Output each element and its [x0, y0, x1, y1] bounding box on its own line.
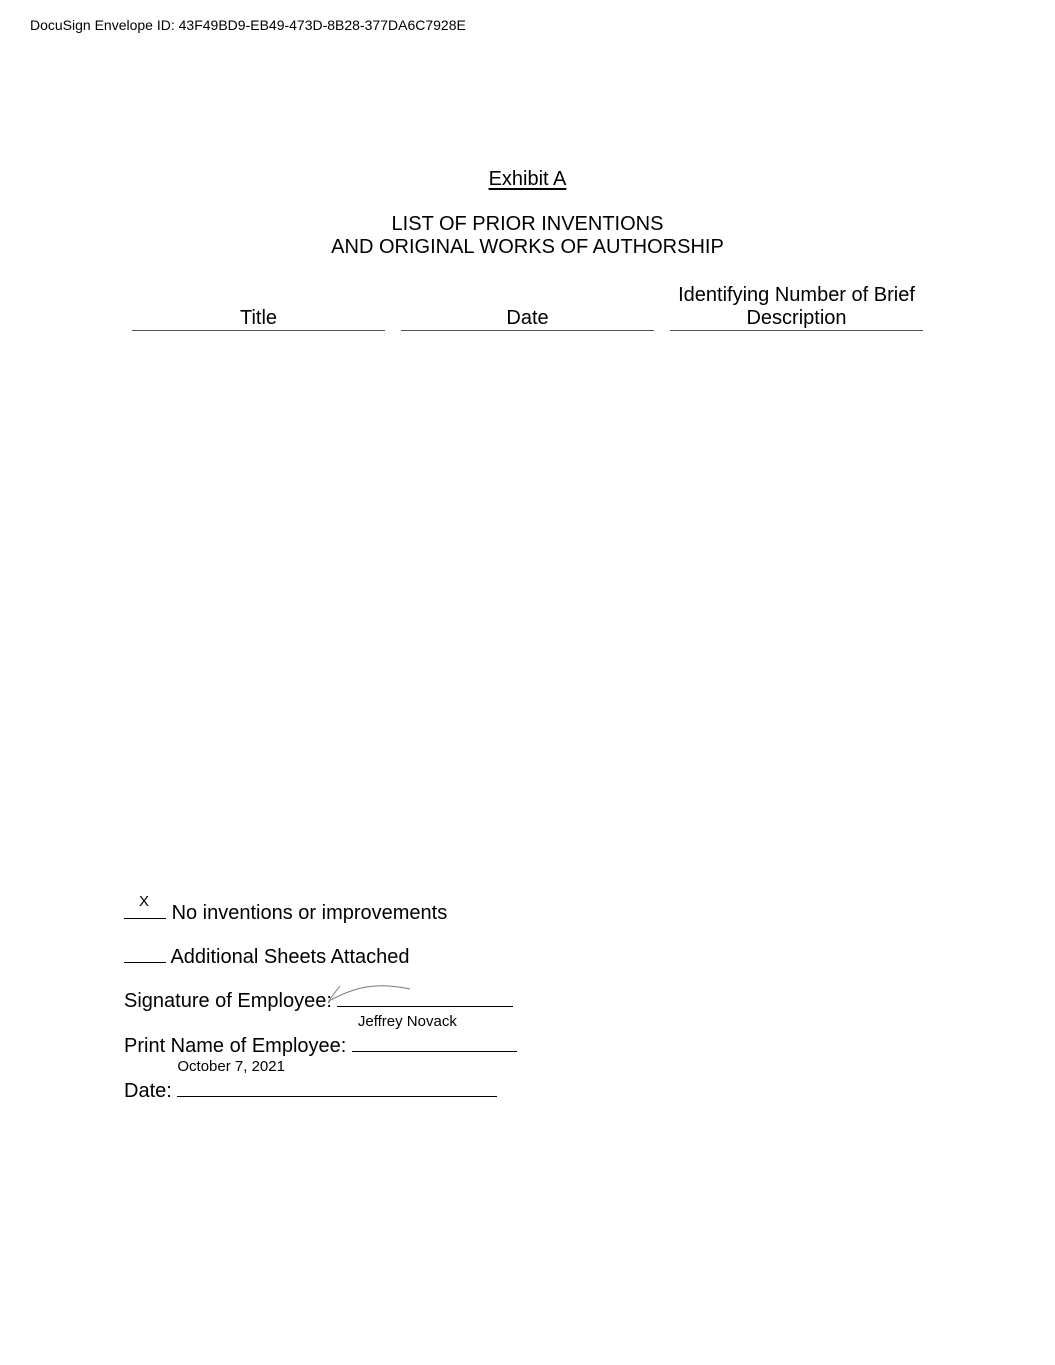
print-name-row	[124, 1013, 517, 1058]
column-header-date: Date	[401, 282, 654, 331]
exhibit-label	[0, 168, 1055, 191]
date-label: Date:	[124, 1080, 172, 1102]
column-header-identifying-number: Identifying Number of Brief Description	[670, 282, 923, 331]
no-inventions-option	[124, 902, 447, 925]
no-inventions-blank[interactable]	[124, 902, 166, 919]
additional-sheets-option	[124, 946, 410, 969]
document-title-line-1: LIST OF PRIOR INVENTIONS	[391, 213, 664, 235]
envelope-id: DocuSign Envelope ID: 43F49BD9-EB49-473D-8B28-377DA6C7928E	[30, 17, 466, 33]
date-field[interactable]	[177, 1058, 497, 1097]
print-name-label: Print Name of Employee:	[124, 1035, 347, 1057]
no-inventions-mark[interactable]: X	[139, 893, 150, 910]
date-value: October 7, 2021	[177, 1058, 285, 1075]
handwritten-signature	[326, 982, 416, 1006]
additional-sheets-label: Additional Sheets Attached	[170, 946, 410, 968]
signature-row	[124, 990, 513, 1013]
column-header-title: Title	[132, 282, 385, 331]
additional-sheets-blank[interactable]	[124, 946, 166, 963]
date-row	[124, 1058, 497, 1103]
signature-label: Signature of Employee:	[124, 990, 332, 1012]
exhibit-label-text: Exhibit A	[488, 168, 567, 190]
print-name-field[interactable]	[352, 1013, 517, 1052]
no-inventions-label: No inventions or improvements	[171, 902, 448, 924]
print-name-value: Jeffrey Novack	[357, 1013, 457, 1030]
document-title-line-2: AND ORIGINAL WORKS OF AUTHORSHIP	[331, 236, 724, 258]
